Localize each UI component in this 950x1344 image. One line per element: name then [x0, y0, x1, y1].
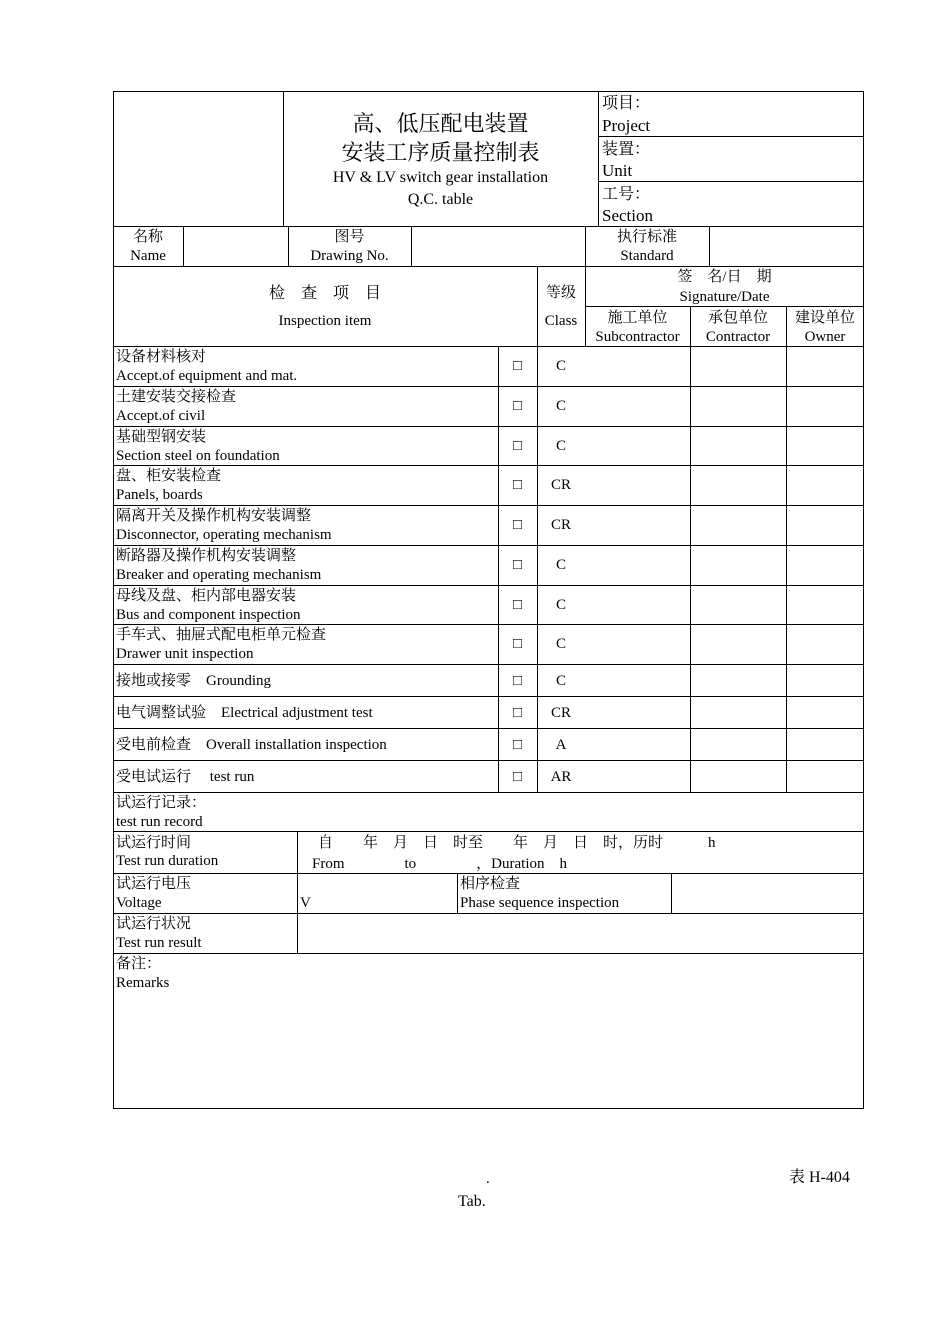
owner-signature-cell[interactable] — [787, 546, 863, 585]
subcontractor-header-en: Subcontractor — [595, 329, 680, 345]
section-label-en: Section — [602, 206, 653, 225]
class-value: C — [555, 636, 566, 652]
owner-signature-cell[interactable] — [787, 347, 863, 386]
standard-label-cn: 执行标准 — [616, 229, 677, 245]
test-run-duration-fill-en[interactable]: From to ，Duration h — [312, 856, 567, 872]
subcontractor-signature-cell[interactable] — [586, 625, 690, 664]
test-run-result-field[interactable] — [298, 914, 863, 953]
checkbox[interactable]: □ — [512, 557, 523, 573]
remarks-label-cn: 备注： — [116, 956, 162, 972]
unit-label-cn: 装置： — [602, 141, 651, 158]
divider — [113, 792, 864, 793]
owner-signature-cell[interactable] — [787, 506, 863, 545]
subcontractor-signature-cell[interactable] — [586, 586, 690, 624]
subcontractor-signature-cell[interactable] — [586, 697, 690, 728]
checkbox[interactable]: □ — [512, 705, 523, 721]
checkbox[interactable]: □ — [512, 636, 523, 652]
signature-header-en: Signature/Date — [679, 289, 770, 305]
divider — [113, 953, 864, 954]
inspection-item-cn: 土建安装交接检查 — [116, 389, 237, 405]
name-field[interactable] — [184, 227, 288, 266]
standard-label-en: Standard — [620, 248, 674, 264]
phase-sequence-cn: 相序检查 — [460, 876, 521, 892]
inspection-item-en: Accept.of civil — [116, 408, 206, 424]
inspection-item-header-cn: 检 查 项 目 — [268, 285, 381, 302]
owner-signature-cell[interactable] — [787, 586, 863, 624]
name-label-cn: 名称 — [132, 229, 163, 245]
inspection-item-en: Panels, boards — [116, 487, 203, 503]
test-run-result-en: Test run result — [116, 935, 202, 951]
contractor-signature-cell[interactable] — [691, 546, 786, 585]
project-label-cn: 项目： — [602, 95, 651, 112]
checkbox[interactable]: □ — [512, 398, 523, 414]
contractor-signature-cell[interactable] — [691, 761, 786, 792]
drawing-label-cn: 图号 — [334, 229, 365, 245]
owner-signature-cell[interactable] — [787, 625, 863, 664]
checkbox[interactable]: □ — [512, 438, 523, 454]
footer-tab: Tab. — [458, 1193, 486, 1210]
owner-signature-cell[interactable] — [787, 729, 863, 760]
owner-header-cn: 建设单位 — [794, 310, 855, 326]
inspection-item-en: Disconnector, operating mechanism — [116, 527, 332, 543]
class-value: C — [555, 358, 566, 374]
inspection-item-cn: 盘、柜安装检查 — [116, 468, 222, 484]
inspection-item-en: Drawer unit inspection — [116, 646, 254, 662]
test-run-duration-fill-cn[interactable]: 自 年 月 日 时至 年 月 日 时，历时 h — [318, 835, 716, 851]
class-value: A — [555, 737, 567, 753]
contractor-signature-cell[interactable] — [691, 625, 786, 664]
drawing-no-field[interactable] — [412, 227, 585, 266]
owner-signature-cell[interactable] — [787, 697, 863, 728]
subcontractor-signature-cell[interactable] — [586, 546, 690, 585]
divider — [585, 306, 864, 307]
inspection-item: 接地或接零 Grounding — [116, 673, 271, 689]
class-value: C — [555, 398, 566, 414]
inspection-item: 受电试运行 test run — [116, 769, 255, 785]
contractor-header-en: Contractor — [705, 329, 771, 345]
inspection-item-en: Bus and component inspection — [116, 607, 301, 623]
divider — [598, 91, 599, 226]
form-title-en-1: HV & LV switch gear installation — [332, 169, 549, 186]
contractor-signature-cell[interactable] — [691, 586, 786, 624]
class-value: CR — [550, 517, 571, 533]
inspection-item-cn: 设备材料核对 — [116, 349, 207, 365]
footer-dot: . — [486, 1171, 490, 1187]
owner-signature-cell[interactable] — [787, 466, 863, 505]
test-run-duration-en: Test run duration — [116, 853, 219, 869]
inspection-item-cn: 断路器及操作机构安装调整 — [116, 548, 297, 564]
remarks-label-en: Remarks — [116, 975, 170, 991]
test-run-voltage-cn: 试运行电压 — [116, 876, 192, 892]
inspection-item-cn: 隔离开关及操作机构安装调整 — [116, 508, 312, 524]
inspection-item-en: Accept.of equipment and mat. — [116, 368, 298, 384]
divider — [598, 136, 864, 137]
owner-signature-cell[interactable] — [787, 665, 863, 696]
test-run-record-cn: 试运行记录： — [116, 795, 207, 811]
subcontractor-signature-cell[interactable] — [586, 761, 690, 792]
class-header-en: Class — [544, 313, 578, 329]
test-run-voltage-en: Voltage — [116, 895, 162, 911]
form-title-cn-2: 安装工序质量控制表 — [341, 140, 540, 165]
checkbox[interactable]: □ — [512, 737, 523, 753]
contractor-header-cn: 承包单位 — [707, 310, 768, 326]
contractor-signature-cell[interactable] — [691, 466, 786, 505]
subcontractor-signature-cell[interactable] — [586, 665, 690, 696]
class-value: C — [555, 438, 566, 454]
contractor-signature-cell[interactable] — [691, 665, 786, 696]
owner-header-en: Owner — [804, 329, 846, 345]
contractor-signature-cell[interactable] — [691, 506, 786, 545]
inspection-item: 受电前检查 Overall installation inspection — [116, 737, 387, 753]
subcontractor-signature-cell[interactable] — [586, 506, 690, 545]
owner-signature-cell[interactable] — [787, 427, 863, 465]
divider — [598, 181, 864, 182]
inspection-item-cn: 基础型钢安装 — [116, 429, 207, 445]
inspection-item-en: Section steel on foundation — [116, 448, 280, 464]
contractor-signature-cell[interactable] — [691, 697, 786, 728]
form-title-cn-1: 高、低压配电装置 — [352, 111, 529, 136]
name-label-en: Name — [130, 248, 166, 264]
subcontractor-signature-cell[interactable] — [586, 729, 690, 760]
checkbox[interactable]: □ — [512, 769, 523, 785]
checkbox[interactable]: □ — [512, 673, 523, 689]
test-run-record-en: test run record — [116, 814, 203, 830]
class-value: C — [555, 597, 566, 613]
contractor-signature-cell[interactable] — [691, 427, 786, 465]
subcontractor-header-cn: 施工单位 — [607, 310, 668, 326]
unit-label-en: Unit — [602, 161, 633, 180]
subcontractor-signature-cell[interactable] — [586, 466, 690, 505]
subcontractor-signature-cell[interactable] — [586, 427, 690, 465]
signature-header-cn: 签 名/日 期 — [677, 269, 772, 285]
owner-signature-cell[interactable] — [787, 387, 863, 426]
checkbox[interactable]: □ — [512, 477, 523, 493]
contractor-signature-cell[interactable] — [691, 387, 786, 426]
section-label-cn: 工号： — [602, 186, 651, 203]
checkbox[interactable]: □ — [512, 358, 523, 374]
contractor-signature-cell[interactable] — [691, 729, 786, 760]
standard-field[interactable] — [710, 227, 863, 266]
divider — [113, 266, 864, 267]
inspection-item-cn: 手车式、抽屉式配电柜单元检查 — [116, 627, 327, 643]
inspection-item-cn: 母线及盘、柜内部电器安装 — [116, 588, 297, 604]
test-run-result-cn: 试运行状况 — [116, 916, 192, 932]
inspection-item-header-en: Inspection item — [278, 313, 372, 329]
inspection-item: 电气调整试验 Electrical adjustment test — [116, 705, 373, 721]
divider — [113, 831, 864, 832]
test-run-duration-cn: 试运行时间 — [116, 835, 192, 851]
voltage-unit[interactable]: V — [300, 895, 311, 911]
phase-sequence-en: Phase sequence inspection — [460, 895, 620, 911]
phase-sequence-field[interactable] — [672, 874, 863, 913]
checkbox[interactable]: □ — [512, 597, 523, 613]
subcontractor-signature-cell[interactable] — [586, 387, 690, 426]
owner-signature-cell[interactable] — [787, 761, 863, 792]
class-value: CR — [550, 477, 571, 493]
form-title-en-2: Q.C. table — [407, 191, 474, 208]
class-value: C — [555, 557, 566, 573]
class-value: C — [555, 673, 566, 689]
inspection-item-en: Breaker and operating mechanism — [116, 567, 322, 583]
contractor-signature-cell[interactable] — [691, 347, 786, 386]
class-value: CR — [550, 705, 571, 721]
checkbox[interactable]: □ — [512, 517, 523, 533]
form-code: 表 H-404 — [789, 1169, 850, 1186]
project-label-en: Project — [602, 116, 651, 135]
remarks-field[interactable] — [114, 995, 863, 1108]
class-value: AR — [550, 769, 572, 785]
subcontractor-signature-cell[interactable] — [586, 347, 690, 386]
class-header-cn: 等级 — [545, 285, 576, 301]
drawing-label-en: Drawing No. — [310, 248, 389, 264]
divider — [457, 873, 458, 913]
